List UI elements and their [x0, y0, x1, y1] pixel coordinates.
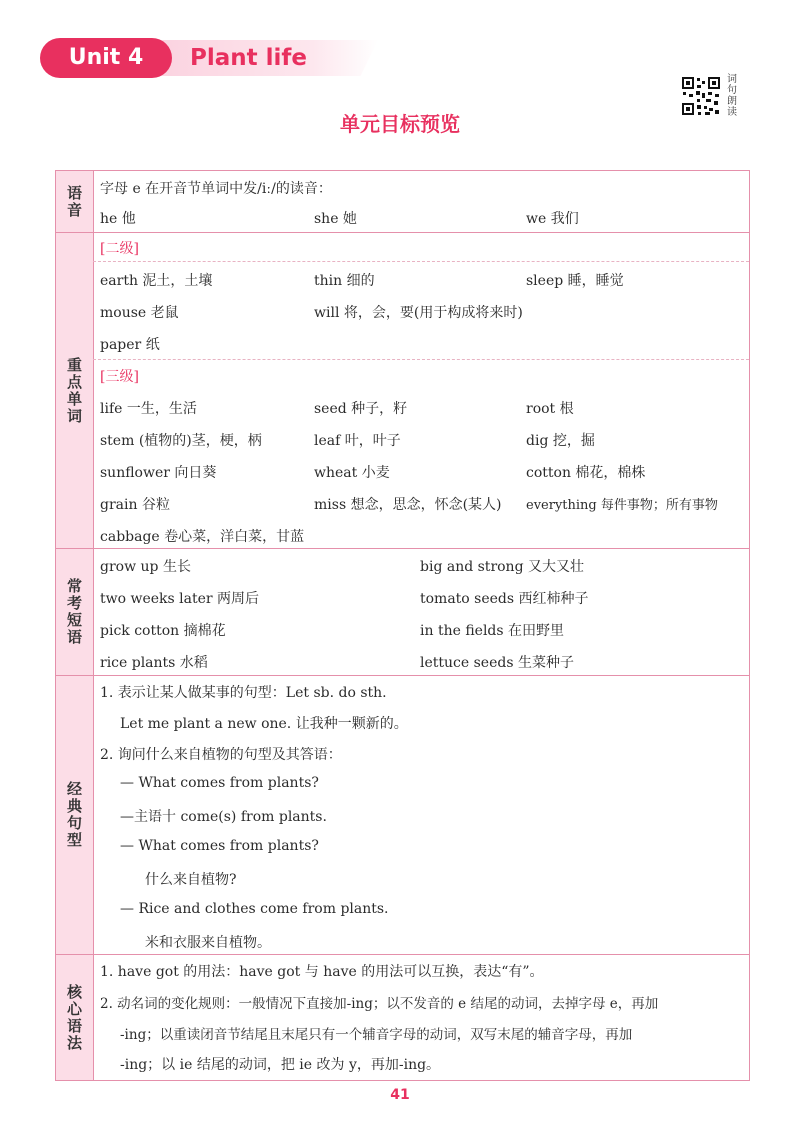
- divider: [93, 359, 749, 360]
- word-item: we 我们: [526, 211, 579, 227]
- section-sentences: [56, 676, 749, 955]
- section-pronunciation: [56, 171, 749, 233]
- word-item: miss 想念，思念，怀念(某人): [314, 497, 502, 513]
- word-item: cotton 棉花，棉株: [526, 465, 646, 481]
- section-grammar: [56, 955, 749, 1080]
- word-item: will 将，会，要(用于构成将来时): [314, 305, 523, 321]
- pronunciation-intro: 字母 e 在开音节单词中发/iː/的读音：: [100, 181, 332, 197]
- sentence-line: 1. 表示让某人做某事的句型：Let sb. do sth.: [100, 685, 387, 701]
- sentence-line: 2. 询问什么来自植物的句型及其答语：: [100, 747, 342, 763]
- sentence-line: Let me plant a new one. 让我种一颗新的。: [120, 716, 408, 732]
- grammar-line: 2. 动名词的变化规则：一般情况下直接加-ing；以不发音的 e 结尾的动词，去掉字母 e，再加: [100, 996, 659, 1012]
- word-item: grain 谷粒: [100, 497, 170, 513]
- section-label: 重点单词: [65, 356, 83, 425]
- sentence-line: — What comes from plants?: [120, 838, 319, 854]
- word-item: thin 细的: [314, 273, 375, 289]
- word-item: everything 每件事物；所有事物: [526, 498, 718, 513]
- unit-title: Plant life: [190, 45, 308, 71]
- section-label: 常考短语: [65, 578, 83, 646]
- phrase-item: in the fields 在田野里: [420, 623, 565, 639]
- word-item: she 她: [314, 211, 357, 227]
- phrase-item: tomato seeds 西红柿种子: [420, 591, 589, 607]
- divider: [93, 261, 749, 262]
- word-item: earth 泥土，土壤: [100, 273, 213, 289]
- sentence-line: 什么来自植物?: [145, 872, 237, 888]
- grammar-line: 1. have got 的用法：have got 与 have 的用法可以互换，表达“有”。: [100, 964, 544, 980]
- phrase-item: lettuce seeds 生菜种子: [420, 655, 574, 671]
- phrase-item: two weeks later 两周后: [100, 591, 260, 607]
- page-title: 单元目标预览: [340, 112, 460, 136]
- word-item: mouse 老鼠: [100, 305, 179, 321]
- level-tag: [二级]: [100, 241, 139, 257]
- grammar-line: -ing；以重读闭音节结尾且末尾只有一个辅音字母的动词，双写末尾的辅音字母，再加: [120, 1027, 633, 1043]
- phrase-item: pick cotton 摘棉花: [100, 623, 226, 639]
- unit-header: [40, 38, 340, 78]
- unit-badge: Unit 4: [40, 38, 172, 78]
- page-number: 41: [390, 1087, 410, 1103]
- section-phrases: [56, 549, 749, 676]
- sentence-line: — What comes from plants?: [120, 775, 319, 791]
- phrase-item: grow up 生长: [100, 559, 191, 575]
- word-item: he 他: [100, 211, 136, 227]
- word-item: cabbage 卷心菜，洋白菜，甘蓝: [100, 529, 305, 545]
- word-item: root 根: [526, 401, 574, 417]
- word-item: dig 挖，掘: [526, 433, 595, 449]
- word-item: seed 种子，籽: [314, 401, 408, 417]
- word-item: wheat 小麦: [314, 465, 390, 481]
- grammar-line: -ing；以 ie 结尾的动词，把 ie 改为 y，再加-ing。: [120, 1057, 441, 1073]
- section-label: 核心语法: [65, 983, 83, 1052]
- word-item: sunflower 向日葵: [100, 465, 217, 481]
- level-tag: [三级]: [100, 369, 139, 385]
- sentence-line: —主语十 come(s) from plants.: [120, 809, 327, 825]
- sentence-line: 米和衣服来自植物。: [145, 935, 271, 951]
- qr-label: 词句朗读: [727, 74, 737, 118]
- phrase-item: rice plants 水稻: [100, 655, 208, 671]
- unit-goals-table: [55, 170, 750, 1081]
- word-item: leaf 叶，叶子: [314, 433, 401, 449]
- section-label: 语音: [65, 184, 83, 219]
- word-item: paper 纸: [100, 337, 160, 353]
- word-item: sleep 睡，睡觉: [526, 273, 624, 289]
- word-item: life 一生，生活: [100, 401, 197, 417]
- section-key-words: [56, 233, 749, 549]
- phrase-item: big and strong 又大又壮: [420, 559, 584, 575]
- sentence-line: — Rice and clothes come from plants.: [120, 901, 389, 917]
- word-item: stem (植物的)茎，梗，柄: [100, 433, 262, 449]
- section-label: 经典句型: [65, 781, 83, 849]
